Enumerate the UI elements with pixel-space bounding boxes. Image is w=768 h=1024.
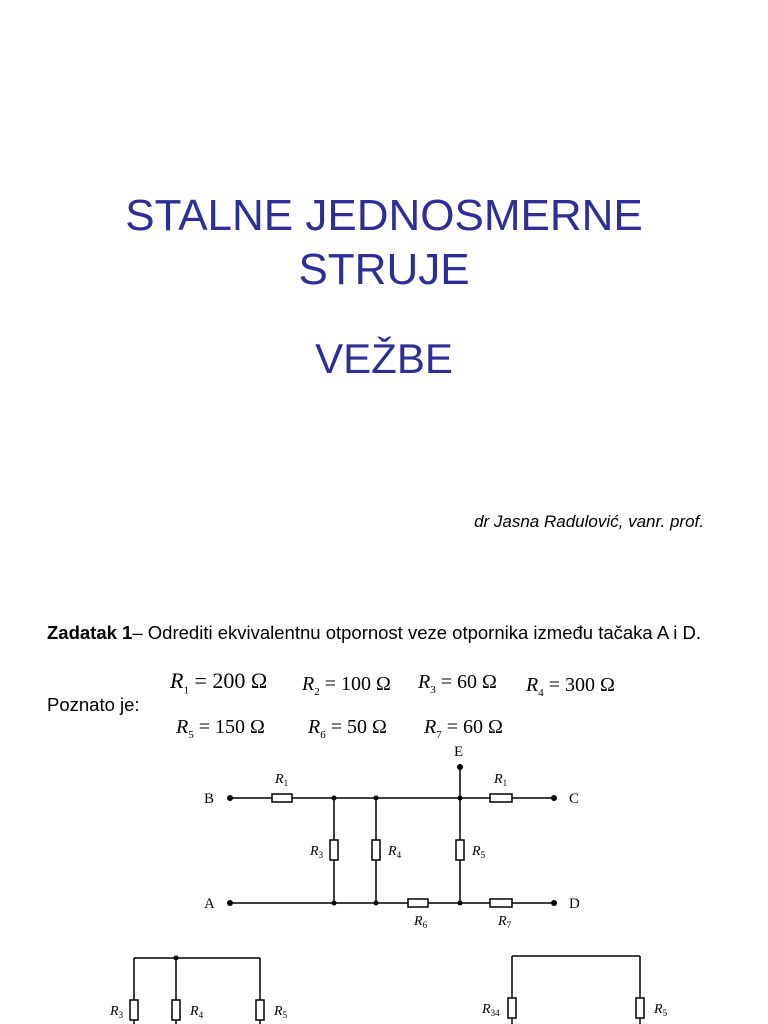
label-r4: $R_4$: [388, 844, 402, 860]
resistor-value-r7: $R_7 = 60$ Ω: [424, 716, 503, 741]
label-r2: $R_1$: [494, 772, 508, 788]
task-label: Zadatak 1: [47, 622, 133, 643]
resistor-value-r2: $R_2 = 100$ Ω: [302, 673, 391, 698]
resistor-value-r5: $R_5 = 150$ Ω: [176, 716, 265, 741]
node-label-d: D: [569, 896, 580, 912]
node-label-c: C: [569, 791, 580, 807]
label-r6: $R_6$: [414, 914, 428, 930]
node-label-e: E: [454, 744, 464, 760]
title-line-1: STALNE JEDNOSMERNE: [125, 191, 643, 240]
node-label-b: B: [204, 791, 215, 807]
partial-circuit-left: [109, 956, 288, 1024]
label-left-r3: $R_3$: [110, 1004, 124, 1020]
resistor-value-r4: $R_4 = 300$ Ω: [526, 674, 615, 699]
subtitle: VEŽBE: [315, 335, 453, 382]
node-label-a: A: [204, 896, 215, 912]
resistor-r1-symbol: [272, 794, 292, 802]
label-right-r34: $R_{34}$: [482, 1002, 500, 1018]
label-r3: $R_3$: [310, 844, 324, 860]
resistor-r6-symbol: [408, 899, 428, 907]
label-r5: $R_5$: [472, 844, 486, 860]
known-label: Poznato je:: [47, 694, 140, 715]
author: dr Jasna Radulović, vanr. prof.: [474, 512, 704, 531]
partial-circuit-right: [481, 956, 668, 1024]
label-left-r4: $R_4$: [190, 1004, 204, 1020]
task-text: – Odrediti ekvivalentnu otpornost veze otpornika između tačaka A i D.: [132, 622, 702, 643]
resistor-r2-symbol: [490, 794, 512, 802]
title-line-2: STRUJE: [298, 245, 470, 294]
label-r1: $R_1$: [275, 772, 289, 788]
resistor-r3-symbol: [330, 840, 338, 860]
resistor-value-r3: $R_3 = 60$ Ω: [418, 671, 497, 696]
label-r7: $R_7$: [498, 914, 512, 930]
label-right-r5: $R_5$: [654, 1002, 668, 1018]
resistor-r4-symbol: [372, 840, 380, 860]
resistor-value-r6: $R_6 = 50$ Ω: [308, 716, 387, 741]
label-left-r5: $R_5$: [274, 1004, 288, 1020]
resistor-value-r1: $R_1 = 200$ Ω: [170, 668, 268, 697]
resistor-r5-symbol: [456, 840, 464, 860]
resistor-r7-symbol: [490, 899, 512, 907]
